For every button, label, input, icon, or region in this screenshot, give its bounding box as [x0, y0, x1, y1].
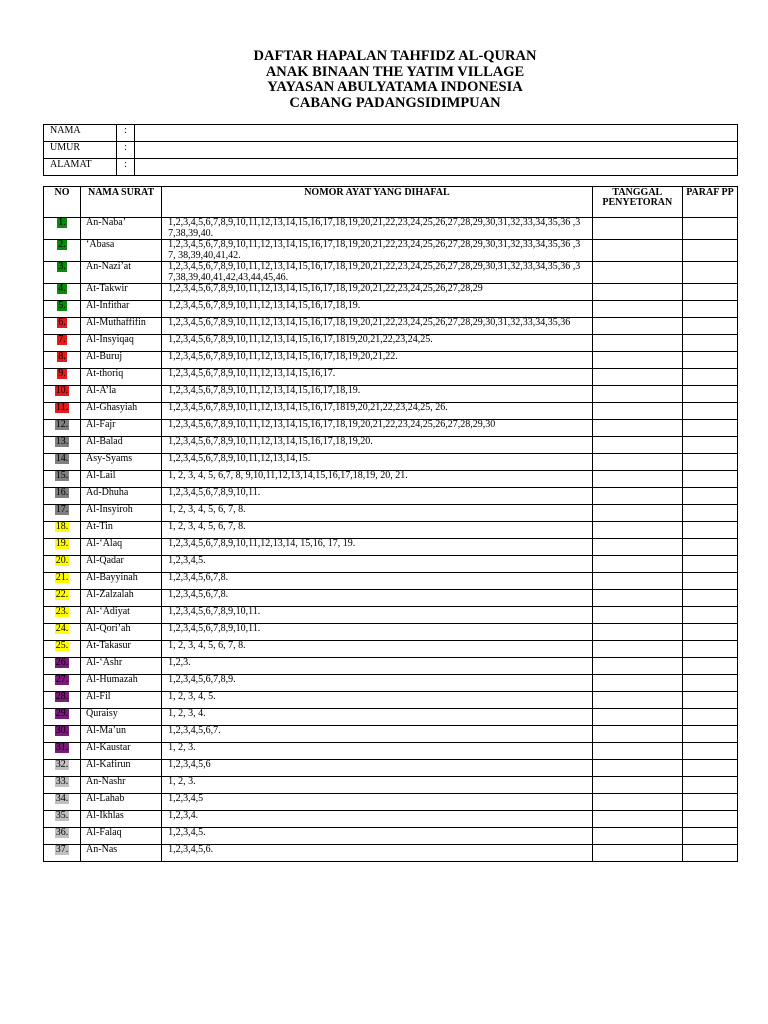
row-number-badge: 3.: [58, 261, 66, 272]
table-row: [44, 262, 738, 284]
row-number-badge: 11.: [55, 402, 69, 413]
row-number-badge: 2.: [58, 239, 66, 250]
row-number-cell: [44, 556, 81, 573]
submission-date-cell[interactable]: [592, 828, 682, 845]
row-number-cell: [44, 726, 81, 743]
verse-numbers: 1,2,3,4,5,6,7,8,9,10,11.: [162, 624, 593, 641]
alamat-label: ALAMAT: [44, 159, 117, 176]
table-row: [44, 743, 738, 760]
verse-numbers: 1,2,3,4,5,6,7,8,9,10,11,12,13,14,15,16,17,18,19,20,21,22,23,24,25,26,27,28,29: [162, 284, 593, 301]
surah-name: Al-Infithar: [81, 301, 162, 318]
table-row: [44, 240, 738, 262]
row-number-cell: [44, 301, 81, 318]
title-line-2: ANAK BINAAN THE YATIM VILLAGE: [265, 63, 525, 80]
signature-cell[interactable]: [682, 539, 737, 556]
surah-name: Al-Kafirun: [81, 760, 162, 777]
title-line-4: CABANG PADANGSIDIMPUAN: [289, 94, 501, 111]
surah-name: Al-Muthaffifin: [81, 318, 162, 335]
surah-name: Quraisy: [81, 709, 162, 726]
surah-name: Al-Zalzalah: [81, 590, 162, 607]
table-row: [44, 488, 738, 505]
verse-numbers: 1,2,3,4,5,6,7,8,9,10,11,12,13,14,15,16,17,1819,20,21,22,23,24,25, 26.: [162, 403, 593, 420]
row-number-cell: [44, 675, 81, 692]
signature-cell[interactable]: [682, 471, 737, 488]
row-number-badge: 12.: [55, 419, 69, 430]
submission-date-cell[interactable]: [592, 420, 682, 437]
verse-numbers: 1,2,3,4,5,6,7,8,9,10,11,12,13,14,15,16,17,18,19,20,21,22.: [162, 352, 593, 369]
signature-cell[interactable]: [682, 262, 737, 284]
table-row: [44, 539, 738, 556]
submission-date-cell[interactable]: [592, 658, 682, 675]
nama-colon: :: [117, 125, 135, 142]
row-number-cell: [44, 240, 81, 262]
table-header-row: [44, 187, 738, 218]
verse-numbers: 1,2,3.: [162, 658, 593, 675]
table-row: [44, 318, 738, 335]
surah-name: Al-Balad: [81, 437, 162, 454]
nama-field[interactable]: [135, 125, 738, 142]
table-row: [44, 369, 738, 386]
surah-name: At-thoriq: [81, 369, 162, 386]
surah-name: Al-Ma’un: [81, 726, 162, 743]
signature-cell[interactable]: [682, 369, 737, 386]
surah-name: Al-Fajr: [81, 420, 162, 437]
verse-numbers: 1,2,3,4,5,6,7,8,9,10,11,12,13,14,15,16,17,18,19.: [162, 301, 593, 318]
alamat-field[interactable]: [135, 159, 738, 176]
row-number-cell: [44, 369, 81, 386]
submission-date-cell[interactable]: [592, 709, 682, 726]
signature-cell[interactable]: [682, 352, 737, 369]
surah-name: Al-Fil: [81, 692, 162, 709]
verse-numbers: 1, 2, 3, 4, 5.: [162, 692, 593, 709]
info-row-alamat: [44, 159, 738, 176]
verse-numbers: 1,2,3,4,5: [162, 794, 593, 811]
verse-numbers: 1,2,3,4,5.: [162, 828, 593, 845]
table-row: [44, 845, 738, 862]
verse-numbers: 1,2,3,4,5.: [162, 556, 593, 573]
row-number-cell: [44, 828, 81, 845]
row-number-cell: [44, 794, 81, 811]
verse-numbers: 1,2,3,4,5,6,7,8,9,10,11,12,13,14,15,16,17,1819,20,21,22,23,24,25.: [162, 335, 593, 352]
col-header-tanggal: TANGGAL PENYETORAN: [592, 187, 682, 218]
submission-date-cell[interactable]: [592, 641, 682, 658]
verse-numbers: 1,2,3,4,5,6,7,8,9.: [162, 675, 593, 692]
signature-cell[interactable]: [682, 794, 737, 811]
table-row: [44, 794, 738, 811]
row-number-badge: 28.: [55, 691, 69, 702]
table-row: [44, 692, 738, 709]
table-row: [44, 573, 738, 590]
signature-cell[interactable]: [682, 760, 737, 777]
verse-numbers: 1,2,3,4,5,6,7,8,9,10,11.: [162, 607, 593, 624]
submission-date-cell[interactable]: [592, 692, 682, 709]
surah-name: Al-Buruj: [81, 352, 162, 369]
signature-cell[interactable]: [682, 726, 737, 743]
row-number-badge: 20.: [55, 555, 69, 566]
nama-label: NAMA: [44, 125, 117, 142]
verse-numbers: 1,2,3,4,5,6,7,8,9,10,11.: [162, 488, 593, 505]
verse-numbers: 1, 2, 3, 4, 5, 6, 7, 8.: [162, 505, 593, 522]
verse-numbers: 1,2,3,4,5,6.: [162, 845, 593, 862]
umur-colon: :: [117, 142, 135, 159]
row-number-badge: 24.: [55, 623, 69, 634]
row-number-badge: 16.: [55, 487, 69, 498]
table-row: [44, 437, 738, 454]
row-number-cell: [44, 641, 81, 658]
row-number-cell: [44, 488, 81, 505]
verse-numbers: 1,2,3,4,5,6,7,8.: [162, 573, 593, 590]
verse-numbers: 1,2,3,4,5,6,7,8,9,10,11,12,13,14,15,16,17.: [162, 369, 593, 386]
table-body: [44, 218, 738, 862]
signature-cell[interactable]: [682, 658, 737, 675]
verse-numbers: 1, 2, 3.: [162, 743, 593, 760]
submission-date-cell[interactable]: [592, 590, 682, 607]
surah-name: At-Takasur: [81, 641, 162, 658]
title-line-3: YAYASAN ABULYATAMA INDONESIA: [267, 79, 523, 96]
umur-field[interactable]: [135, 142, 738, 159]
row-number-badge: 10.: [55, 385, 69, 396]
row-number-cell: [44, 522, 81, 539]
row-number-badge: 36.: [55, 827, 69, 838]
signature-cell[interactable]: [682, 386, 737, 403]
signature-cell[interactable]: [682, 437, 737, 454]
memorization-table: [43, 186, 738, 862]
verse-numbers: 1,2,3,4,5,6,7,8.: [162, 590, 593, 607]
row-number-cell: [44, 218, 81, 240]
table-row: [44, 284, 738, 301]
row-number-cell: [44, 505, 81, 522]
surah-name: Al-Qori’ah: [81, 624, 162, 641]
submission-date-cell[interactable]: [592, 301, 682, 318]
surah-name: Al-Insyiroh: [81, 505, 162, 522]
signature-cell[interactable]: [682, 743, 737, 760]
row-number-badge: 4.: [58, 283, 66, 294]
signature-cell[interactable]: [682, 240, 737, 262]
verse-numbers: 1,2,3,4,5,6,7,8,9,10,11,12,13,14,15,16,17,18,19,20,21,22,23,24,25,26,27,28,29,30,31,32,33,34,35,36 ,37,38,39,40.: [162, 218, 593, 240]
verse-numbers: 1,2,3,4,5,6,7.: [162, 726, 593, 743]
row-number-badge: 9.: [58, 368, 66, 379]
submission-date-cell[interactable]: [592, 284, 682, 301]
submission-date-cell[interactable]: [592, 403, 682, 420]
row-number-cell: [44, 262, 81, 284]
signature-cell[interactable]: [682, 828, 737, 845]
surah-name: ‘Abasa: [81, 240, 162, 262]
table-row: [44, 505, 738, 522]
row-number-cell: [44, 692, 81, 709]
submission-date-cell[interactable]: [592, 675, 682, 692]
submission-date-cell[interactable]: [592, 318, 682, 335]
submission-date-cell[interactable]: [592, 386, 682, 403]
verse-numbers: 1,2,3,4,5,6,7,8,9,10,11,12,13,14,15,16,17,18,19,20,21,22,23,24,25,26,27,28,29,30: [162, 420, 593, 437]
table-row: [44, 335, 738, 352]
surah-name: Al-Ghasyiah: [81, 403, 162, 420]
row-number-badge: 27.: [55, 674, 69, 685]
row-number-badge: 34.: [55, 793, 69, 804]
signature-cell[interactable]: [682, 335, 737, 352]
table-row: [44, 828, 738, 845]
row-number-badge: 30.: [55, 725, 69, 736]
signature-cell[interactable]: [682, 692, 737, 709]
submission-date-cell[interactable]: [592, 845, 682, 862]
table-row: [44, 386, 738, 403]
submission-date-cell[interactable]: [592, 369, 682, 386]
surah-name: Al-Insyiqaq: [81, 335, 162, 352]
row-number-badge: 14.: [55, 453, 69, 464]
submission-date-cell[interactable]: [592, 488, 682, 505]
surah-name: Al-Lail: [81, 471, 162, 488]
table-row: [44, 218, 738, 240]
submission-date-cell[interactable]: [592, 454, 682, 471]
row-number-badge: 37.: [55, 844, 69, 855]
row-number-cell: [44, 386, 81, 403]
surah-name: Al-Bayyinah: [81, 573, 162, 590]
submission-date-cell[interactable]: [592, 760, 682, 777]
signature-cell[interactable]: [682, 777, 737, 794]
title-line-1: DAFTAR HAPALAN TAHFIDZ AL-QURAN: [253, 48, 537, 64]
row-number-badge: 19.: [55, 538, 69, 549]
signature-cell[interactable]: [682, 403, 737, 420]
row-number-badge: 22.: [55, 589, 69, 600]
verse-numbers: 1,2,3,4,5,6,7,8,9,10,11,12,13,14,15,16,17,18,19,20,21,22,23,24,25,26,27,28,29,30,31,32,33,34,35,36 ,37,38,39,40,41,42,43,44,45,46.: [162, 262, 593, 284]
table-row: [44, 777, 738, 794]
signature-cell[interactable]: [682, 318, 737, 335]
table-row: [44, 471, 738, 488]
surah-name: Al-A’la: [81, 386, 162, 403]
surah-name: At-Takwir: [81, 284, 162, 301]
verse-numbers: 1,2,3,4,5,6,7,8,9,10,11,12,13,14,15,16,17,18,19.: [162, 386, 593, 403]
signature-cell[interactable]: [682, 624, 737, 641]
table-row: [44, 641, 738, 658]
surah-name: Al-Kaustar: [81, 743, 162, 760]
row-number-badge: 1.: [58, 217, 66, 228]
surah-name: An-Nashr: [81, 777, 162, 794]
row-number-badge: 31.: [55, 742, 69, 753]
verse-numbers: 1,2,3,4,5,6: [162, 760, 593, 777]
row-number-badge: 6.: [58, 317, 66, 328]
row-number-cell: [44, 845, 81, 862]
table-row: [44, 726, 738, 743]
submission-date-cell[interactable]: [592, 335, 682, 352]
table-row: [44, 607, 738, 624]
surah-name: Al-Lahab: [81, 794, 162, 811]
submission-date-cell[interactable]: [592, 539, 682, 556]
submission-date-cell[interactable]: [592, 811, 682, 828]
table-row: [44, 403, 738, 420]
table-row: [44, 624, 738, 641]
submission-date-cell[interactable]: [592, 437, 682, 454]
row-number-cell: [44, 318, 81, 335]
table-row: [44, 352, 738, 369]
surah-name: Al-‘Alaq: [81, 539, 162, 556]
surah-name: At-Tin: [81, 522, 162, 539]
surah-name: Al-Falaq: [81, 828, 162, 845]
row-number-badge: 7.: [58, 334, 66, 345]
row-number-cell: [44, 335, 81, 352]
table-row: [44, 590, 738, 607]
verse-numbers: 1,2,3,4,5,6,7,8,9,10,11,12,13,14,15,16,17,18,19,20,21,22,23,24,25,26,27,28,29,30,31,32,33,34,35,36: [162, 318, 593, 335]
signature-cell[interactable]: [682, 218, 737, 240]
info-row-nama: [44, 125, 738, 142]
verse-numbers: 1, 2, 3, 4.: [162, 709, 593, 726]
surah-name: Al-‘Adiyat: [81, 607, 162, 624]
row-number-cell: [44, 590, 81, 607]
row-number-badge: 15.: [55, 470, 69, 481]
surah-name: Al-Humazah: [81, 675, 162, 692]
signature-cell[interactable]: [682, 454, 737, 471]
submission-date-cell[interactable]: [592, 777, 682, 794]
umur-label: UMUR: [44, 142, 117, 159]
surah-name: Ad-Dhuha: [81, 488, 162, 505]
table-row: [44, 811, 738, 828]
submission-date-cell[interactable]: [592, 240, 682, 262]
submission-date-cell[interactable]: [592, 262, 682, 284]
submission-date-cell[interactable]: [592, 352, 682, 369]
surah-name: Al-‘Ashr: [81, 658, 162, 675]
surah-name: Al-Ikhlas: [81, 811, 162, 828]
table-row: [44, 301, 738, 318]
row-number-badge: 21.: [55, 572, 69, 583]
row-number-cell: [44, 777, 81, 794]
row-number-badge: 25.: [55, 640, 69, 651]
row-number-cell: [44, 352, 81, 369]
col-header-surat: NAMA SURAT: [81, 187, 162, 218]
submission-date-cell[interactable]: [592, 573, 682, 590]
row-number-badge: 33.: [55, 776, 69, 787]
row-number-cell: [44, 403, 81, 420]
col-header-ayat: NOMOR AYAT YANG DIHAFAL: [162, 187, 593, 218]
row-number-cell: [44, 284, 81, 301]
table-row: [44, 420, 738, 437]
row-number-cell: [44, 437, 81, 454]
submission-date-cell[interactable]: [592, 218, 682, 240]
document-title: [0, 49, 768, 111]
submission-date-cell[interactable]: [592, 794, 682, 811]
row-number-cell: [44, 709, 81, 726]
row-number-cell: [44, 624, 81, 641]
row-number-cell: [44, 420, 81, 437]
signature-cell[interactable]: [682, 488, 737, 505]
identity-table: [43, 124, 738, 176]
verse-numbers: 1, 2, 3, 4, 5, 6, 7, 8.: [162, 641, 593, 658]
row-number-badge: 35.: [55, 810, 69, 821]
row-number-badge: 5.: [58, 300, 66, 311]
row-number-badge: 23.: [55, 606, 69, 617]
surah-name: Al-Qadar: [81, 556, 162, 573]
signature-cell[interactable]: [682, 590, 737, 607]
submission-date-cell[interactable]: [592, 607, 682, 624]
signature-cell[interactable]: [682, 420, 737, 437]
row-number-badge: 29.: [55, 708, 69, 719]
surah-name: An-Naba’: [81, 218, 162, 240]
row-number-cell: [44, 811, 81, 828]
table-row: [44, 522, 738, 539]
row-number-cell: [44, 454, 81, 471]
signature-cell[interactable]: [682, 284, 737, 301]
verse-numbers: 1, 2, 3, 4, 5, 6,7, 8, 9,10,11,12,13,14,15,16,17,18,19, 20, 21.: [162, 471, 593, 488]
row-number-cell: [44, 743, 81, 760]
row-number-badge: 17.: [55, 504, 69, 515]
submission-date-cell[interactable]: [592, 743, 682, 760]
submission-date-cell[interactable]: [592, 505, 682, 522]
signature-cell[interactable]: [682, 607, 737, 624]
row-number-cell: [44, 607, 81, 624]
info-row-umur: [44, 142, 738, 159]
signature-cell[interactable]: [682, 709, 737, 726]
verse-numbers: 1, 2, 3.: [162, 777, 593, 794]
submission-date-cell[interactable]: [592, 624, 682, 641]
row-number-cell: [44, 573, 81, 590]
verse-numbers: 1,2,3,4,5,6,7,8,9,10,11,12,13,14, 15,16, 17, 19.: [162, 539, 593, 556]
verse-numbers: 1, 2, 3, 4, 5, 6, 7, 8.: [162, 522, 593, 539]
surah-name: Asy-Syams: [81, 454, 162, 471]
row-number-cell: [44, 658, 81, 675]
signature-cell[interactable]: [682, 556, 737, 573]
row-number-badge: 32.: [55, 759, 69, 770]
row-number-cell: [44, 539, 81, 556]
verse-numbers: 1,2,3,4.: [162, 811, 593, 828]
table-row: [44, 709, 738, 726]
submission-date-cell[interactable]: [592, 726, 682, 743]
verse-numbers: 1,2,3,4,5,6,7,8,9,10,11,12,13,14,15,16,17,18,19,20,21,22,23,24,25,26,27,28,29,30,31,32,33,34,35,36 ,37, 38,39,40,41,42.: [162, 240, 593, 262]
submission-date-cell[interactable]: [592, 522, 682, 539]
signature-cell[interactable]: [682, 505, 737, 522]
row-number-badge: 26.: [55, 657, 69, 668]
table-row: [44, 760, 738, 777]
table-row: [44, 658, 738, 675]
surah-name: An-Nas: [81, 845, 162, 862]
col-header-no: NO: [44, 187, 81, 218]
signature-cell[interactable]: [682, 301, 737, 318]
row-number-cell: [44, 760, 81, 777]
verse-numbers: 1,2,3,4,5,6,7,8,9,10,11,12,13,14,15.: [162, 454, 593, 471]
col-header-paraf: PARAF PP: [682, 187, 737, 218]
signature-cell[interactable]: [682, 845, 737, 862]
table-row: [44, 556, 738, 573]
signature-cell[interactable]: [682, 811, 737, 828]
surah-name: An-Nazi’at: [81, 262, 162, 284]
signature-cell[interactable]: [682, 522, 737, 539]
row-number-badge: 8.: [58, 351, 66, 362]
alamat-colon: :: [117, 159, 135, 176]
row-number-badge: 13.: [55, 436, 69, 447]
submission-date-cell[interactable]: [592, 471, 682, 488]
table-row: [44, 454, 738, 471]
signature-cell[interactable]: [682, 641, 737, 658]
signature-cell[interactable]: [682, 675, 737, 692]
verse-numbers: 1,2,3,4,5,6,7,8,9,10,11,12,13,14,15,16,17,18,19,20.: [162, 437, 593, 454]
table-row: [44, 675, 738, 692]
submission-date-cell[interactable]: [592, 556, 682, 573]
row-number-badge: 18.: [55, 521, 69, 532]
row-number-cell: [44, 471, 81, 488]
signature-cell[interactable]: [682, 573, 737, 590]
